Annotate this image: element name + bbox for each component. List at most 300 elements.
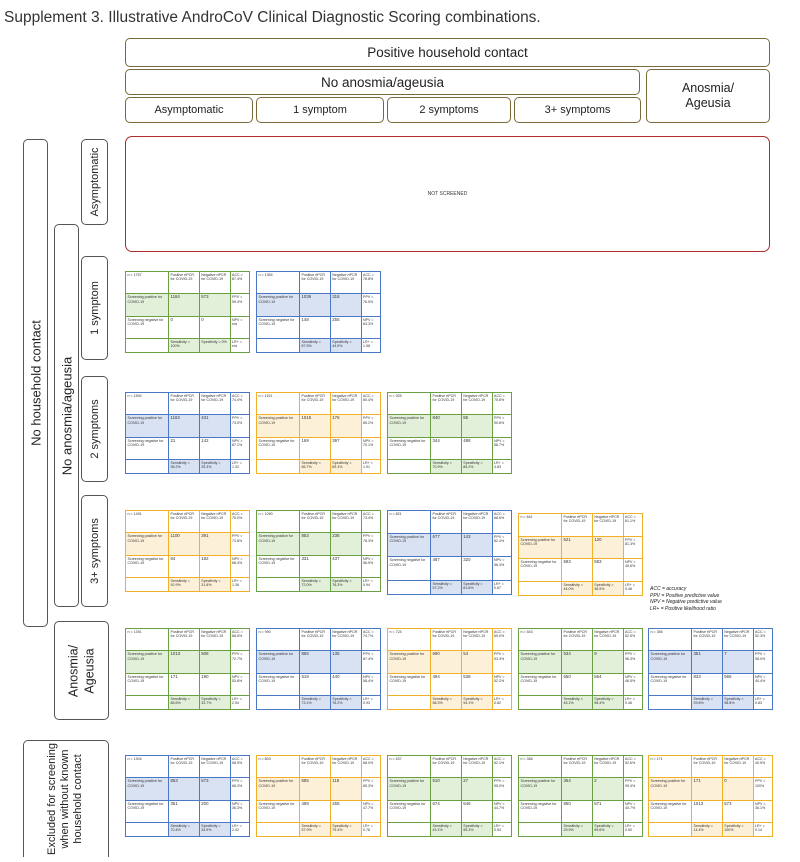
card-col-pos: Positive rtPCR for COVID-19 xyxy=(692,756,723,778)
card-row-pos: Screening positive for COVID-19 xyxy=(257,415,300,437)
card-col-pos: Positive rtPCR for COVID-19 xyxy=(300,393,331,415)
card-acc: ACC = 62.1% xyxy=(493,756,511,778)
card-lr: LR+ = 2.54 xyxy=(232,697,242,706)
row-header-anosmia-label: Anosmia/ Ageusia xyxy=(65,644,96,697)
card-ppv: PPV = 87.4% xyxy=(362,651,380,673)
card-blank xyxy=(388,696,431,709)
card-n: n = 356 xyxy=(519,756,562,778)
card-lr: LR+ = 0.93 xyxy=(363,697,373,706)
card-row-neg: Screening negative for COVID-19 xyxy=(388,557,431,580)
card-npv: NPV = 68.4% xyxy=(231,556,249,578)
card-tn: 571 xyxy=(593,801,624,823)
card-acc: ACC = 52.6% xyxy=(624,756,642,778)
legend-item: NPV = Negative predictive value xyxy=(650,599,722,605)
card-tp: 840 xyxy=(431,415,462,437)
card-fn: 650 xyxy=(562,674,593,696)
header-1-symptom: 1 symptom xyxy=(256,97,384,123)
card-n: n = 1304 xyxy=(126,756,169,778)
card-ppv: PPV = 93.3% xyxy=(493,651,511,673)
confusion-matrix-card xyxy=(387,628,512,710)
card-blank xyxy=(126,696,169,709)
card-tp: 171 xyxy=(692,778,723,800)
card-col-neg: Negative rtPCR for COVID-19 xyxy=(723,756,754,778)
card-row-pos: Screening positive for COVID-19 xyxy=(388,778,431,800)
card-fp: 135 xyxy=(331,651,362,673)
card-tp: 354 xyxy=(562,778,593,800)
card-spec: Specificity = 99.6% xyxy=(593,823,624,836)
card-row-neg: Screening negative for COVID-19 xyxy=(519,559,562,582)
card-blank xyxy=(257,823,300,836)
card-lr: LR+ = 0.46 xyxy=(625,697,635,706)
card-col-pos: Positive rtPCR for COVID-19 xyxy=(300,629,331,651)
card-col-neg: Negative rtPCR for COVID-19 xyxy=(331,511,362,533)
card-ppv: PPV = 76.5% xyxy=(362,294,380,316)
card-tn: 455 xyxy=(331,801,362,823)
row-header-1-symptom xyxy=(81,256,108,360)
row-header-no-anosmia xyxy=(54,224,79,607)
legend-item: LR+ = Positive likelihood ratio xyxy=(650,605,716,612)
card-n: n = 1191 xyxy=(257,393,300,415)
card-spec: Specificity = 25.3% xyxy=(200,460,231,473)
card-fn: 331 xyxy=(300,556,331,578)
card-acc: ACC = 68.6% xyxy=(493,511,511,534)
card-fp: 27 xyxy=(462,778,493,800)
row-header-2-symptoms-label: 2 symptoms xyxy=(88,399,101,459)
card-sens: Sensitivity = 70.9% xyxy=(431,460,462,473)
row-header-1-symptom-label: 1 symptom xyxy=(88,281,101,335)
card-tp: 534 xyxy=(562,651,593,673)
card-col-pos: Positive rtPCR for COVID-19 xyxy=(300,511,331,533)
card-n: n = 1491 xyxy=(126,511,169,533)
card-sens: Sensitivity = 44.0% xyxy=(562,582,593,595)
card-spec: Specificity = 31.8% xyxy=(200,578,231,591)
card-fp: 0 xyxy=(723,778,754,800)
confusion-matrix-card xyxy=(648,755,773,837)
card-row-neg: Screening negative for COVID-19 xyxy=(126,317,169,339)
card-col-pos: Positive rtPCR for COVID-19 xyxy=(692,629,723,651)
card-fn: 351 xyxy=(169,801,200,823)
card-acc: ACC = 80.4% xyxy=(362,393,380,415)
card-tn: 583 xyxy=(593,559,624,582)
card-ppv: PPV = 78.3% xyxy=(362,533,380,555)
card-fn: 171 xyxy=(169,674,200,696)
card-row-neg: Screening negative for COVID-19 xyxy=(126,674,169,696)
card-lr: LR+ = 0.67 xyxy=(494,581,504,590)
card-spec: Specificity = 44.5% xyxy=(331,339,362,352)
card-fn: 487 xyxy=(431,557,462,580)
row-header-anosmia xyxy=(54,621,109,720)
card-acc: ACC = 61.1% xyxy=(624,514,642,537)
card-npv: NPV = 49.6% xyxy=(624,559,642,582)
card-fp: 573 xyxy=(200,294,231,316)
card-col-pos: Positive rtPCR for COVID-19 xyxy=(300,272,331,294)
row-header-2-symptoms xyxy=(81,376,108,482)
card-row-pos: Screening positive for COVID-19 xyxy=(126,415,169,437)
card-lr: LR+ = 2.02 xyxy=(232,824,242,833)
card-sens: Sensitivity = 85.7% xyxy=(300,460,331,473)
confusion-matrix-card xyxy=(387,392,512,474)
confusion-matrix-card xyxy=(256,755,381,837)
card-row-neg: Screening negative for COVID-19 xyxy=(519,801,562,823)
card-row-pos: Screening positive for COVID-19 xyxy=(388,415,431,437)
card-row-neg: Screening negative for COVID-19 xyxy=(126,438,169,460)
card-ppv: PPV = 85.3% xyxy=(362,778,380,800)
card-blank xyxy=(257,460,300,473)
card-tn: 564 xyxy=(593,674,624,696)
card-col-neg: Negative rtPCR for COVID-19 xyxy=(723,629,754,651)
card-col-pos: Positive rtPCR for COVID-19 xyxy=(562,629,593,651)
card-col-neg: Negative rtPCR for COVID-19 xyxy=(462,629,493,651)
card-spec: Specificity = 76.3% xyxy=(331,578,362,591)
card-acc: ACC = 69.0% xyxy=(493,629,511,651)
card-fn: 850 xyxy=(562,801,593,823)
card-row-pos: Screening positive for COVID-19 xyxy=(388,651,431,673)
card-col-neg: Negative rtPCR for COVID-19 xyxy=(593,514,624,537)
card-fp: 2 xyxy=(593,778,624,800)
card-tp: 853 xyxy=(169,778,200,800)
card-sens: Sensitivity = 87.5% xyxy=(300,339,331,352)
card-fp: 54 xyxy=(462,651,493,673)
card-ppv: PPV = 68.3% xyxy=(231,778,249,800)
not-screened-box xyxy=(125,136,770,252)
card-spec: Specificity = 95.3% xyxy=(462,823,493,836)
card-tp: 865 xyxy=(300,651,331,673)
confusion-matrix-card xyxy=(387,510,512,595)
card-tp: 1163 xyxy=(169,415,200,437)
card-tn: 190 xyxy=(200,674,231,696)
card-spec: Specificity = 36.5% xyxy=(593,582,624,595)
not-screened-label: NOT SCREENED xyxy=(427,191,468,197)
card-npv: NPV = 63.3% xyxy=(362,317,380,339)
card-fp: 318 xyxy=(331,294,362,316)
card-col-neg: Negative rtPCR for COVID-19 xyxy=(462,393,493,415)
legend-item: ACC = accuracy xyxy=(650,586,687,592)
card-acc: ACC = 67.4% xyxy=(231,272,249,294)
card-fn: 21 xyxy=(169,438,200,460)
card-col-neg: Negative rtPCR for COVID-19 xyxy=(462,756,493,778)
card-fp: 143 xyxy=(462,534,493,557)
card-fn: 499 xyxy=(300,801,331,823)
card-fn: 674 xyxy=(431,801,462,823)
card-fp: 176 xyxy=(331,415,362,437)
card-tp: 510 xyxy=(431,778,462,800)
legend xyxy=(650,586,722,612)
card-lr: LR+ = 0.54 xyxy=(494,824,504,833)
card-tn: 538 xyxy=(462,674,493,696)
card-fp: 391 xyxy=(200,533,231,555)
card-acc: ACC = 68.6% xyxy=(231,629,249,651)
card-col-pos: Positive rtPCR for COVID-19 xyxy=(169,756,200,778)
card-lr: LR+ = 4.83 xyxy=(494,461,504,470)
card-ppv: PPV = 99.4% xyxy=(624,778,642,800)
row-header-no-anosmia-label: No anosmia/ageusia xyxy=(59,356,74,475)
card-row-pos: Screening positive for COVID-19 xyxy=(257,533,300,555)
card-n: n = 1354 xyxy=(257,272,300,294)
card-lr: LR+ = 1.32 xyxy=(232,461,242,470)
card-row-pos: Screening positive for COVID-19 xyxy=(519,651,562,673)
card-spec: Specificity = 69.3% xyxy=(331,460,362,473)
row-header-no-household-label: No household contact xyxy=(28,320,43,446)
card-npv: NPV = 52.2% xyxy=(493,674,511,696)
card-tp: 1184 xyxy=(169,294,200,316)
card-row-pos: Screening positive for COVID-19 xyxy=(126,294,169,316)
card-row-pos: Screening positive for COVID-19 xyxy=(519,537,562,560)
card-tn: 566 xyxy=(723,674,754,696)
row-header-3-symptoms xyxy=(81,495,108,607)
card-spec: Specificity = 0% xyxy=(200,339,231,352)
card-col-pos: Positive rtPCR for COVID-19 xyxy=(169,272,200,294)
card-ppv: PPV = 73.8% xyxy=(231,533,249,555)
card-sens: Sensitivity = 58.3% xyxy=(431,696,462,709)
card-col-pos: Positive rtPCR for COVID-19 xyxy=(431,511,462,534)
card-n: n = 990 xyxy=(257,629,300,651)
card-fn: 519 xyxy=(300,674,331,696)
card-sens: Sensitivity = 100% xyxy=(169,339,200,352)
card-col-pos: Positive rtPCR for COVID-19 xyxy=(169,629,200,651)
card-npv: NPV = n/a xyxy=(231,317,249,339)
confusion-matrix-card xyxy=(518,513,643,596)
card-n: n = 1594 xyxy=(126,393,169,415)
card-fp: 9 xyxy=(593,651,624,673)
confusion-matrix-card xyxy=(256,392,381,474)
card-lr: LR+ = 0.50 xyxy=(625,824,635,833)
card-row-neg: Screening negative for COVID-19 xyxy=(257,674,300,696)
card-n: n = 724 xyxy=(388,629,431,651)
card-fp: 85 xyxy=(462,415,493,437)
card-blank xyxy=(257,578,300,591)
card-row-pos: Screening positive for COVID-19 xyxy=(257,651,300,673)
card-col-neg: Negative rtPCR for COVID-19 xyxy=(200,511,231,533)
card-col-neg: Negative rtPCR for COVID-19 xyxy=(331,393,362,415)
legend-item: PPV = Positive predictive value xyxy=(650,592,720,599)
card-blank xyxy=(388,460,431,473)
card-fn: 494 xyxy=(431,674,462,696)
header-asymptomatic: Asymptomatic xyxy=(125,97,253,123)
card-ppv: PPV = 95.0% xyxy=(493,778,511,800)
confusion-matrix-card xyxy=(256,628,381,710)
card-spec: Specificity = 85.2% xyxy=(462,460,493,473)
card-tp: 1036 xyxy=(300,294,331,316)
row-header-asymptomatic xyxy=(81,139,108,225)
confusion-matrix-card xyxy=(125,510,250,592)
card-fn: 833 xyxy=(692,674,723,696)
card-tn: 573 xyxy=(723,801,754,823)
card-row-neg: Screening negative for COVID-19 xyxy=(257,556,300,578)
card-row-neg: Screening negative for COVID-19 xyxy=(649,674,692,696)
card-row-pos: Screening positive for COVID-19 xyxy=(649,651,692,673)
card-col-pos: Positive rtPCR for COVID-19 xyxy=(431,756,462,778)
card-acc: ACC = 68.0% xyxy=(362,756,380,778)
card-row-neg: Screening negative for COVID-19 xyxy=(126,556,169,578)
card-acc: ACC = 74.7% xyxy=(362,629,380,651)
confusion-matrix-card xyxy=(518,628,643,710)
header-3-symptoms: 3+ symptoms xyxy=(514,97,641,123)
card-spec: Specificity = 34.9% xyxy=(200,823,231,836)
row-header-asymptomatic-label: Asymptomatic xyxy=(88,147,101,217)
card-spec: Specificity = 100% xyxy=(723,823,754,836)
card-lr: LR+ = 0.14 xyxy=(755,824,765,833)
card-blank xyxy=(519,823,562,836)
card-acc: ACC = 78.8% xyxy=(362,272,380,294)
card-col-neg: Negative rtPCR for COVID-19 xyxy=(462,511,493,534)
card-sens: Sensitivity = 29.6% xyxy=(692,696,723,709)
card-col-pos: Positive rtPCR for COVID-19 xyxy=(431,629,462,651)
card-acc: ACC = 74.0% xyxy=(231,393,249,415)
card-tn: 142 xyxy=(200,438,231,460)
row-header-excluded xyxy=(23,740,109,857)
card-fn: 84 xyxy=(169,556,200,578)
card-tn: 488 xyxy=(462,438,493,460)
card-n: n = 1090 xyxy=(257,511,300,533)
card-lr: LR+ = 0.82 xyxy=(494,697,504,706)
card-sens: Sensitivity = 29.9% xyxy=(562,823,593,836)
card-col-neg: Negative rtPCR for COVID-19 xyxy=(331,629,362,651)
header-positive-household: Positive household contact xyxy=(125,38,770,67)
card-tp: 1100 xyxy=(169,533,200,555)
confusion-matrix-card xyxy=(256,271,381,353)
card-npv: NPV = 40.4% xyxy=(754,674,772,696)
card-npv: NPV = 56.9% xyxy=(362,556,380,578)
card-row-pos: Screening positive for COVID-19 xyxy=(649,778,692,800)
card-sens: Sensitivity = 85.6% xyxy=(169,696,200,709)
card-col-pos: Positive rtPCR for COVID-19 xyxy=(562,514,593,537)
card-fn: 169 xyxy=(300,438,331,460)
card-col-neg: Negative rtPCR for COVID-19 xyxy=(200,756,231,778)
confusion-matrix-card xyxy=(125,628,250,710)
card-sens: Sensitivity = 45.1% xyxy=(562,696,593,709)
card-tn: 320 xyxy=(462,557,493,580)
card-sens: Sensitivity = 57.2% xyxy=(431,581,462,594)
card-acc: ACC = 58.5% xyxy=(231,756,249,778)
card-ppv: PPV = 90.8% xyxy=(493,415,511,437)
card-npv: NPV = 56.3% xyxy=(493,557,511,580)
card-row-pos: Screening positive for COVID-19 xyxy=(388,534,431,557)
card-col-pos: Positive rtPCR for COVID-19 xyxy=(431,393,462,415)
card-row-neg: Screening negative for COVID-19 xyxy=(257,801,300,823)
card-tn: 440 xyxy=(331,674,362,696)
card-n: n = 1757 xyxy=(126,272,169,294)
card-npv: NPV = 58.4% xyxy=(362,674,380,696)
card-row-pos: Screening positive for COVID-19 xyxy=(126,533,169,555)
confusion-matrix-card xyxy=(387,755,512,837)
card-ppv: PPV = 98.3% xyxy=(624,651,642,673)
card-tp: 685 xyxy=(300,778,331,800)
card-npv: NPV = 47.7% xyxy=(362,801,380,823)
card-row-neg: Screening negative for COVID-19 xyxy=(257,317,300,339)
row-header-3-symptoms-label: 3+ symptoms xyxy=(88,518,101,584)
card-acc: ACC = 62.5% xyxy=(624,629,642,651)
card-blank xyxy=(519,582,562,595)
card-fp: 7 xyxy=(723,651,754,673)
card-spec: Specificity = 81.6% xyxy=(462,581,493,594)
card-ppv: PPV = 100% xyxy=(754,778,772,800)
card-sens: Sensitivity = 92.9% xyxy=(169,578,200,591)
card-row-neg: Screening negative for COVID-19 xyxy=(388,801,431,823)
confusion-matrix-card xyxy=(256,510,381,592)
card-col-pos: Positive rtPCR for COVID-19 xyxy=(562,756,593,778)
card-lr: LR+ = 0.46 xyxy=(625,583,635,592)
card-lr: LR+ = 0.94 xyxy=(363,579,373,588)
card-sens: Sensitivity = 43.1% xyxy=(431,823,462,836)
page-title: Supplement 3. Illustrative AndroCoV Clinical Diagnostic Scoring combinations. xyxy=(4,9,541,26)
card-npv: NPV = 40.7% xyxy=(624,801,642,823)
card-tp: 690 xyxy=(431,651,462,673)
header-no-anosmia: No anosmia/ageusia xyxy=(125,69,640,95)
card-sens: Sensitivity = 73.1% xyxy=(300,696,331,709)
card-spec: Specificity = 33.7% xyxy=(200,696,231,709)
confusion-matrix-card xyxy=(125,392,250,474)
card-sens: Sensitivity = 70.4% xyxy=(169,823,200,836)
card-tn: 200 xyxy=(200,801,231,823)
card-acc: ACC = 40.5% xyxy=(754,756,772,778)
card-row-pos: Screening positive for COVID-19 xyxy=(519,778,562,800)
card-row-neg: Screening negative for COVID-19 xyxy=(126,801,169,823)
card-sens: Sensitivity = 98.2% xyxy=(169,460,200,473)
card-fp: 573 xyxy=(200,778,231,800)
card-spec: Specificity = 98.4% xyxy=(593,696,624,709)
header-anosmia: Anosmia/ Ageusia xyxy=(646,69,770,123)
card-ppv: PPV = 85.2% xyxy=(362,415,380,437)
card-fp: 236 xyxy=(331,533,362,555)
confusion-matrix-card xyxy=(125,271,250,353)
row-header-excluded-label: Excluded for screening when without known household contact xyxy=(46,743,85,855)
card-acc: ACC = 75.0% xyxy=(231,511,249,533)
card-tn: 255 xyxy=(331,317,362,339)
card-npv: NPV = 70.1% xyxy=(362,438,380,460)
card-fn: 344 xyxy=(431,438,462,460)
card-lr: LR+ = 1.58 xyxy=(363,340,373,349)
card-fn: 1013 xyxy=(692,801,723,823)
card-spec: Specificity = 94.1% xyxy=(462,696,493,709)
card-row-neg: Screening negative for COVID-19 xyxy=(388,438,431,460)
card-tp: 1015 xyxy=(300,415,331,437)
card-spec: Specificity = 79.4% xyxy=(331,823,362,836)
confusion-matrix-card xyxy=(518,755,643,837)
card-ppv: PPV = 59.4% xyxy=(231,294,249,316)
card-tn: 546 xyxy=(462,801,493,823)
card-row-neg: Screening negative for COVID-19 xyxy=(388,674,431,696)
card-ppv: PPV = 81.3% xyxy=(624,537,642,560)
card-tp: 677 xyxy=(431,534,462,557)
card-blank xyxy=(388,581,431,594)
card-tn: 182 xyxy=(200,556,231,578)
card-npv: NPV = 44.7% xyxy=(493,801,511,823)
card-col-pos: Positive rtPCR for COVID-19 xyxy=(169,511,200,533)
card-lr: LR+ = n/a xyxy=(232,340,242,349)
card-blank xyxy=(126,578,169,591)
card-row-pos: Screening positive for COVID-19 xyxy=(257,294,300,316)
card-col-neg: Negative rtPCR for COVID-19 xyxy=(593,756,624,778)
card-sens: Sensitivity = 57.9% xyxy=(300,823,331,836)
card-blank xyxy=(388,823,431,836)
card-lr: LR+ = 1.91 xyxy=(363,461,373,470)
card-blank xyxy=(257,339,300,352)
card-col-neg: Negative rtPCR for COVID-19 xyxy=(200,272,231,294)
card-row-neg: Screening negative for COVID-19 xyxy=(649,801,692,823)
card-col-neg: Negative rtPCR for COVID-19 xyxy=(593,629,624,651)
card-blank xyxy=(126,823,169,836)
card-n: n = 537 xyxy=(388,756,431,778)
card-col-pos: Positive rtPCR for COVID-19 xyxy=(300,756,331,778)
card-fn: 0 xyxy=(169,317,200,339)
card-tp: 853 xyxy=(300,533,331,555)
row-header-no-household xyxy=(23,139,48,627)
card-blank xyxy=(649,696,692,709)
card-npv: NPV = 87.1% xyxy=(231,438,249,460)
card-n: n = 925 xyxy=(388,393,431,415)
card-spec: Specificity = 98.8% xyxy=(723,696,754,709)
card-lr: LR+ = 1.36 xyxy=(232,579,242,588)
